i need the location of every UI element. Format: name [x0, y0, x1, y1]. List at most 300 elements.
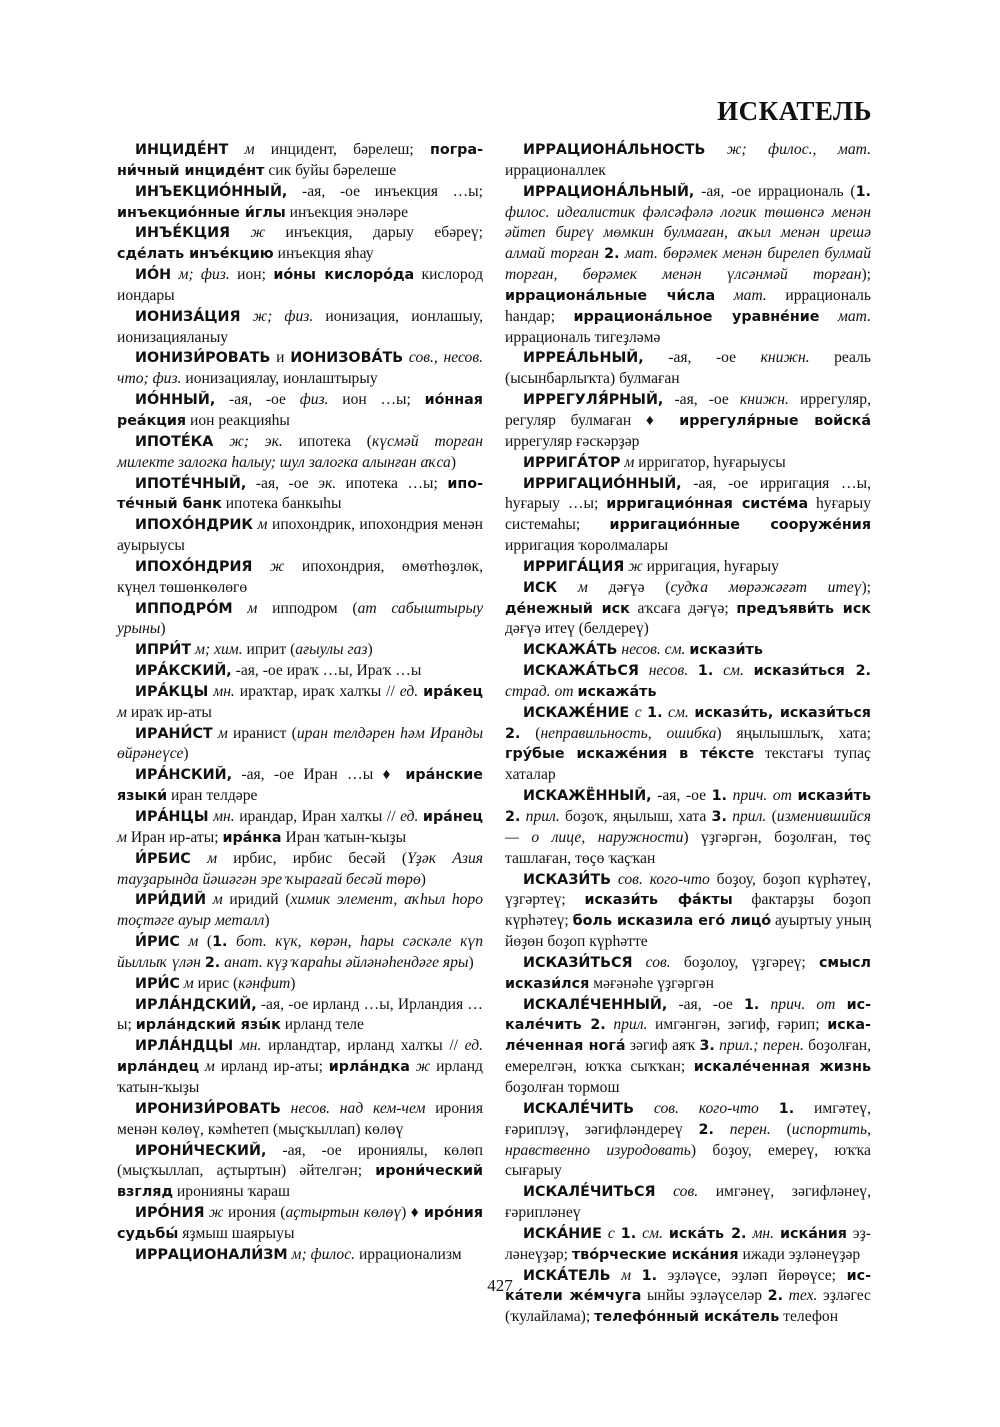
label-text: несов. см.: [617, 641, 686, 659]
definition-text: ): [183, 745, 189, 763]
label-text: м: [253, 516, 268, 534]
headword-text: искази́ться 2.: [753, 663, 871, 680]
label-text: судҡа мөрәжәғәт итеү: [670, 578, 862, 596]
headword-text: ИРИ́ДИЙ: [135, 892, 207, 909]
label-text: сов.: [632, 953, 671, 971]
label-text: эк.: [318, 474, 337, 492]
label-text: прич. от: [727, 787, 792, 805]
headword-text: ИО́ННЫЙ,: [135, 392, 216, 409]
definition-text: иррационализм: [355, 1245, 462, 1263]
headword-text: иррациона́льные чи́сла: [505, 287, 716, 304]
definition-text: яҙмыш шаярыуы: [178, 1224, 295, 1242]
label-text: испортить, нравственно изуродовать: [505, 1120, 871, 1159]
definition-text: ): [420, 870, 426, 888]
headword-text: иска́тели же́мчуга: [505, 1267, 871, 1305]
definition-text: аҡсаға дәғүә;: [629, 599, 737, 617]
dictionary-entry: [117, 995, 483, 1037]
label-text: ж: [204, 1204, 224, 1222]
dictionary-entry: [117, 140, 483, 182]
label-text: м: [610, 1266, 632, 1284]
label-text: ж: [409, 1058, 431, 1076]
headword-text: 2.: [698, 1121, 714, 1138]
headword-text: 1.: [212, 934, 228, 951]
headword-text: ИРРИГА́ЦИЯ: [523, 558, 625, 575]
definition-text: инцидент, бәрелеш;: [254, 141, 430, 158]
label-text: м: [117, 703, 127, 721]
label-text: химик элемент, аҡһыл һоро тоҫтәге ауыр металл: [117, 891, 484, 930]
definition-text: (: [766, 808, 777, 825]
definition-text: иронияны ҡараш: [173, 1183, 291, 1201]
label-text: ж: [252, 557, 285, 575]
headword-text: И́РИС: [135, 934, 180, 951]
definition-text: имгәнеү, зәгифләнеү, ғәрипләнеү: [505, 1183, 871, 1222]
label-text: сов. кого-что: [634, 1099, 759, 1117]
dictionary-entry: [117, 265, 483, 307]
headword-text: ИРА́КЦЫ: [135, 683, 209, 700]
label-text: мат.: [819, 307, 871, 325]
label-text: прил.; перен.: [714, 1037, 804, 1055]
headword-text: ИСКАЛЕ́ЧИТЬ: [523, 1100, 635, 1117]
label-text: мн.: [208, 808, 235, 825]
definition-text: сик буйы бәрелеше: [264, 161, 397, 179]
headword-text: ИРОНИ́ЧЕСКИЙ,: [135, 1142, 267, 1159]
headword-text: сде́лать инъе́кцию: [117, 246, 274, 263]
definition-text: имгәнгән, зәгиф, ғәрип;: [647, 1016, 828, 1034]
label-text: страд. от: [505, 682, 574, 700]
headword-text: искази́ть, искази́ться 2.: [505, 704, 871, 742]
label-text: см.: [636, 1224, 663, 1242]
headword-text: 2.: [604, 246, 620, 263]
definition-text: -ая, -ое: [651, 787, 712, 805]
headword-text: гру́бые искаже́ния в те́ксте: [505, 746, 755, 763]
headword-text: 1.: [778, 1100, 795, 1117]
definition-text: ирланд ҡатын-ҡыҙы: [117, 1058, 483, 1096]
headword-text: иро́ния судьбы́: [117, 1205, 483, 1242]
dictionary-entry: [505, 870, 871, 953]
headword-text: ИРИ́С: [135, 975, 180, 992]
label-text: тех.: [783, 1287, 818, 1305]
headword-text: ИРЛА́НДСКИЙ,: [135, 996, 257, 1013]
definition-text: инъекция, дарыу ебәреү;: [265, 224, 484, 242]
headword-text: ира́нец: [422, 809, 483, 825]
label-text: ж; физ.: [240, 307, 314, 325]
definition-text: дәғүә итеү (белдереү): [505, 620, 649, 638]
headword-text: 1.: [697, 663, 714, 680]
definition-text: -ая, -ое инъекция …ы;: [287, 182, 483, 200]
headword-text: искази́ть фа́кты: [584, 892, 733, 909]
headword-text: инъекцио́нные и́глы: [117, 204, 286, 221]
definition-text: (: [770, 1120, 792, 1138]
definition-text: ион реакцияһы: [186, 411, 290, 429]
headword-text: ира́нка: [222, 829, 282, 846]
definition-text: Иран ҡатын-ҡыҙы: [281, 828, 407, 846]
headword-text: ирла́ндец: [117, 1059, 200, 1076]
label-text: см.: [713, 662, 744, 680]
definition-text: -ая, -ое ирланд …ы, Ирландия …ы;: [117, 995, 483, 1034]
definition-text: -ая, -ое: [246, 474, 319, 492]
definition-text: ион …ы;: [328, 391, 425, 409]
label-text: Үҙәк Азия тауҙарында йәшәгән эре ҡырағай бесәй төрө: [117, 849, 483, 888]
label-text: м: [199, 1058, 215, 1076]
label-text: ж; филос., мат.: [705, 141, 871, 158]
label-text: м: [620, 453, 635, 471]
dictionary-entry: [117, 599, 483, 641]
definition-text: боҙолған тормош: [505, 1078, 620, 1096]
label-text: м; филос.: [287, 1245, 356, 1263]
dictionary-entry: [505, 1182, 871, 1224]
definition-text: ирандар, Иран халҡы //: [234, 808, 401, 825]
headword-text: боль исказила его́ лицо́: [572, 913, 772, 930]
headword-text: иррегуля́рные войска́: [679, 412, 871, 429]
dictionary-entry: [505, 182, 871, 349]
dictionary-entry: [505, 140, 871, 182]
headword-text: 1.: [855, 183, 871, 200]
label-text: м: [212, 724, 228, 742]
label-text: прил.: [726, 808, 767, 825]
label-text: мн.: [746, 1224, 775, 1242]
headword-text: ирригацио́нные сооруже́ния: [609, 517, 871, 534]
definition-text: ипохондрия, өмөтһөҙлөк, күңел төшөнкөлөгө: [117, 557, 483, 596]
label-text: м: [228, 141, 255, 158]
headword-text: ИРРЕА́ЛЬНЫЙ,: [523, 350, 644, 367]
headword-text: ИО́Н: [135, 267, 172, 284]
label-text: несов.: [638, 662, 689, 680]
headword-text: смысл искази́лся: [505, 954, 871, 992]
definition-text: эҙләүсе, эҙләп йөрөүсе;: [657, 1266, 847, 1284]
headword-text: ИНЦИДЕ́НТ: [135, 142, 229, 158]
headword-text: ИРРАЦИОНА́ЛЬНОСТЬ: [523, 142, 706, 158]
headword-text: 1.: [641, 1267, 658, 1284]
definition-text: Иран ир-аты;: [126, 828, 223, 846]
definition-text: ипотека (: [282, 432, 372, 450]
headword-text: ИРА́НЦЫ: [135, 809, 209, 825]
dictionary-entry: [505, 661, 871, 703]
definition-text: ирония (: [223, 1204, 286, 1222]
page-number: 427: [487, 1276, 513, 1295]
dictionary-entry: [117, 640, 483, 661]
label-text: сов.: [655, 1183, 699, 1201]
headword-text: искале́ченная жизнь: [693, 1059, 871, 1076]
headword-text: 2.: [767, 1288, 784, 1305]
definition-text: эҙләгес (ҡулайлама);: [505, 1287, 871, 1326]
definition-text: иран телдәре: [167, 787, 258, 805]
dictionary-entry: [117, 182, 483, 224]
headword-text: искале́чить 2.: [505, 996, 871, 1034]
headword-text: ИРРЕГУЛЯ́РНЫЙ,: [523, 392, 664, 409]
label-text: аҫтыртын көлөү: [285, 1204, 402, 1222]
label-text: мат. бөрәмек менән бирелеп булмай торған, бөрәмек менән үлсәнмәй торған: [505, 245, 871, 284]
headword-text: иска́ния: [780, 1225, 847, 1242]
headword-text: ИСКАЖЁННЫЙ,: [523, 788, 652, 805]
headword-text: 3.: [699, 1038, 715, 1055]
definition-text: ): [160, 620, 166, 638]
definition-text: дәғүә (: [587, 578, 671, 596]
dictionary-entry: [117, 474, 483, 516]
label-text: ат сабыштырыу урыны: [117, 599, 483, 638]
headword-text: пограни́чный инциде́нт: [117, 142, 483, 179]
label-text: кәнфит: [238, 974, 291, 992]
definition-text: ) боҙоу, емереү, юҡҡа сығарыу: [505, 1141, 871, 1180]
label-text: күсмәй торған милекте залогка һалыу; шул залогка алынған аҡса: [117, 432, 483, 471]
definition-text: эҙләнеүҙәр;: [505, 1224, 871, 1263]
headword-text: ИСКАЖА́ТЬ: [523, 642, 618, 659]
label-text: неправильность, ошибка: [540, 724, 717, 742]
headword-text: ИРА́НСКИЙ,: [135, 767, 233, 784]
definition-text: ): [264, 912, 270, 930]
headword-text: ИСКАЖА́ТЬСЯ: [523, 663, 639, 680]
definition-text: ирландтар, ирланд халҡы //: [261, 1037, 465, 1055]
dictionary-entry: [505, 640, 871, 661]
dictionary-entry: [117, 1203, 483, 1245]
label-text: м: [232, 599, 258, 617]
definition-text: телефон: [779, 1308, 839, 1326]
headword-text: 1.: [647, 704, 663, 721]
label-text: м; физ.: [171, 266, 230, 284]
definition-text: ) ♦: [401, 1204, 424, 1222]
headword-text: ИПОХО́НДРИК: [135, 517, 254, 534]
definition-text: ) үҙгәргән, боҙолған, төҫ ташлаған, төҫө ҡаҫҡан: [505, 828, 871, 867]
dictionary-entry: [505, 953, 871, 995]
label-text: м: [117, 828, 127, 846]
dictionary-entry: [117, 724, 483, 766]
definition-text: -ая, -ое: [643, 349, 761, 367]
headword-text: ИНЪЕКЦИО́ННЫЙ,: [135, 183, 288, 200]
dictionary-entry: [117, 1099, 483, 1141]
label-text: ағыулы газ: [295, 641, 368, 659]
definition-text: (: [520, 724, 541, 742]
headword-text: ИНЪЕ́КЦИЯ: [135, 225, 231, 242]
definition-text: боҙолған, емерелгән, юҡҡа сыҡҡан;: [505, 1037, 872, 1076]
headword-text: искази́ть 2.: [505, 788, 871, 825]
definition-text: -ая, -ое: [663, 391, 740, 409]
headword-text: ИППОДРО́М: [135, 600, 233, 617]
dictionary-entry: [117, 682, 483, 724]
definition-text: зәгиф аяҡ: [625, 1037, 700, 1055]
headword-text: телефо́нный иска́тель: [594, 1309, 780, 1326]
headword-text: ИСКАЖЕ́НИЕ: [523, 704, 630, 721]
definition-text: иррегуляр ғәскәрҙәр: [505, 432, 640, 450]
label-text: сов. кого-что: [610, 870, 710, 888]
definition-text: [688, 662, 698, 679]
headword-text: ира́нские языки́: [117, 767, 483, 805]
definition-text: ирония менән көлөү, кәмһетеп (мыҫҡыллап) көлөү: [117, 1099, 483, 1138]
headword-text: ИРА́КСКИЙ,: [135, 663, 232, 680]
dictionary-entry: [117, 890, 483, 932]
definition-text: -ая, -ое ирониялы, көлөп (мыҫҡыллап, аҫтыртын) әйтелгән;: [117, 1141, 483, 1180]
dictionary-entry: [505, 995, 871, 1099]
dictionary-entry: [117, 223, 483, 265]
label-text: книжн.: [760, 349, 810, 367]
headword-text: ИСКАЗИ́ТЬСЯ: [523, 954, 633, 971]
definition-text: ): [367, 641, 373, 659]
headword-text: ИОНИЗИ́РОВАТЬ: [135, 350, 271, 367]
headword-text: ИСКАЛЕ́ЧЕННЫЙ,: [523, 996, 668, 1013]
dictionary-entry: [117, 849, 483, 891]
dictionary-entry: [505, 557, 871, 578]
headword-text: 3.: [711, 809, 727, 825]
dictionary-entry: [117, 348, 483, 390]
definition-text: иранист (: [227, 724, 297, 742]
label-text: ед.: [464, 1037, 483, 1055]
label-text: м: [190, 849, 218, 867]
definition-text: боҙоҡ, яңылыш, хата: [559, 808, 712, 825]
headword-text: ИРАНИ́СТ: [135, 725, 213, 742]
definition-text: -ая, -ое ирригация …ы, һуғарыу …ы;: [505, 474, 871, 513]
definition-text: ирригация, һуғарыу: [642, 557, 779, 575]
definition-text: (: [198, 933, 213, 951]
dictionary-entry: [505, 390, 871, 453]
headword-text: тво́рческие иска́ния: [571, 1246, 739, 1263]
headword-text: ИПОТЕ́КА: [135, 433, 214, 450]
headword-text: ира́кец: [423, 683, 483, 700]
headword-text: предъяви́ть иск: [736, 600, 871, 617]
headword-text: искази́ть: [689, 642, 763, 659]
dictionary-entry: [505, 786, 871, 869]
headword-text: ИРЛА́НДЦЫ: [135, 1038, 234, 1055]
dictionary-entry: [505, 1224, 871, 1266]
label-text: ж: [230, 224, 266, 242]
headword-text: ирла́ндка: [328, 1059, 410, 1076]
definition-text: иприт (: [242, 641, 296, 659]
label-text: иран телдәрен һәм Иранды өйрәнеүсе: [117, 724, 484, 763]
headword-text: ИРОНИЗИ́РОВАТЬ: [135, 1100, 281, 1117]
label-text: перен.: [713, 1120, 771, 1138]
running-head: ИСКАТЕЛЬ: [717, 96, 872, 126]
headword-text: ИПРИ́Т: [135, 642, 192, 659]
label-text: книжн.: [739, 391, 789, 409]
definition-text: -ая, -ое иррациональ (: [694, 182, 856, 200]
headword-text: ио́ны кислоро́да: [273, 267, 415, 284]
dictionary-entry: [505, 453, 871, 474]
definition-text: ирригация ҡоролмалары: [505, 537, 669, 555]
headword-text: де́нежный иск: [505, 600, 630, 617]
label-text: с: [629, 703, 642, 721]
label-text: м: [179, 974, 194, 992]
label-text: м: [206, 891, 223, 909]
label-text: изменившийся — о лице, наружности: [505, 808, 871, 846]
label-text: анат. күҙ ҡараһы әйләнәһендәге яры: [220, 953, 469, 971]
headword-text: ИРРАЦИОНАЛИ́ЗМ: [135, 1246, 288, 1263]
label-text: с: [601, 1224, 615, 1242]
label-text: прич. от: [759, 995, 836, 1013]
headword-text: иска́ть 2.: [668, 1225, 747, 1242]
dictionary-entry: [505, 1099, 871, 1182]
headword-text: ИОНИЗОВА́ТЬ: [290, 350, 404, 367]
headword-text: ИСКАЗИ́ТЬ: [523, 871, 611, 888]
dictionary-entry: [117, 557, 483, 599]
dictionary-entry: [117, 974, 483, 995]
label-text: сов., несов. что; физ.: [117, 349, 483, 388]
definition-text: );: [861, 266, 871, 284]
definition-text: кислород иондары: [117, 266, 484, 304]
headword-text: ирони́ческий взгляд: [117, 1163, 483, 1201]
headword-text: ИОНИЗА́ЦИЯ: [135, 308, 241, 325]
label-text: прил.: [605, 1016, 648, 1034]
definition-text: иррационаллек: [505, 161, 606, 179]
label-text: филос. идеалистик фәлсәфәлә логик төшөнсә менән әйтеп биреү мөмкин булмаған, аҡыл менән ирешә алмай торған: [505, 203, 871, 263]
definition-text: -ая, -ое Иран …ы ♦: [232, 766, 406, 784]
headword-text: И́РБИС: [135, 850, 191, 867]
headword-text: ИРО́НИЯ: [135, 1205, 205, 1222]
definition-text: ирланд ир-аты;: [214, 1058, 329, 1076]
definition-text: ипотека банкыһы: [221, 495, 342, 513]
headword-text: искажа́ть: [577, 683, 657, 700]
headword-text: искале́ченная нога́: [505, 1017, 871, 1055]
dictionary-entry: [117, 432, 483, 474]
label-text: ед.: [400, 808, 419, 825]
right-column: [505, 140, 871, 1328]
headword-text: ИРРАЦИОНА́ЛЬНЫЙ,: [523, 183, 695, 200]
dictionary-entry: [117, 1141, 483, 1204]
headword-text: 1.: [711, 788, 727, 805]
dictionary-entry: [505, 348, 871, 390]
headword-text: ипоте́чный банк: [117, 475, 483, 513]
dictionary-entry: [117, 807, 483, 849]
label-text: ж: [624, 557, 643, 575]
label-text: ж; эк.: [213, 432, 283, 450]
dictionary-entry: [117, 390, 483, 432]
definition-text: ираҡ ир-аты: [126, 703, 212, 721]
dictionary-entry: [117, 661, 483, 682]
headword-text: 2.: [204, 954, 221, 971]
definition-text: -ая, -ое: [667, 995, 744, 1013]
headword-text: ирригацио́нная систе́ма: [606, 496, 809, 513]
label-text: мат.: [715, 286, 767, 304]
label-text: м; хим.: [191, 641, 243, 659]
headword-text: ИРРИГА́ТОР: [523, 454, 621, 471]
definition-text: иррациональ тигеҙләмә: [505, 328, 661, 346]
definition-text: -ая, -ое: [215, 391, 300, 409]
definition-text: мәғәнәһе үҙгәргән: [589, 974, 714, 992]
left-column: [117, 140, 483, 1266]
headword-text: ИПОХО́НДРИЯ: [135, 558, 253, 575]
label-text: несов. над кем-чем: [280, 1099, 426, 1117]
label-text: физ.: [299, 391, 329, 409]
headword-text: ИСКА́НИЕ: [523, 1225, 602, 1242]
dictionary-entry: [505, 1266, 871, 1329]
dictionary-entry: [117, 932, 483, 974]
definition-text: ): [290, 974, 296, 992]
label-text: мн.: [208, 682, 235, 700]
definition-text: текстағы тупаҫ хаталар: [505, 745, 871, 784]
definition-text: ): [468, 953, 474, 971]
dictionary-entry: [117, 515, 483, 557]
dictionary-entry: [505, 474, 871, 557]
definition-text: -ая, -ое ираҡ …ы, Ираҡ …ы: [231, 662, 422, 680]
definition-text: ирланд теле: [280, 1016, 364, 1034]
label-text: м: [557, 578, 588, 596]
definition-text: и: [270, 349, 291, 367]
definition-text: фактарҙы боҙоп күрһәтеү;: [505, 891, 871, 930]
label-text: бот. күк, көрән, һары сәскәле күп йыллыҡ үлән: [117, 933, 483, 971]
label-text: м: [179, 933, 199, 951]
definition-text: имгәтеү, ғәриплэү, зәгифләндереү: [505, 1099, 871, 1138]
definition-text: ): [450, 453, 457, 471]
definition-text: боҙолоу, үҙгәреү;: [670, 953, 819, 971]
definition-text: ионизациялау, ионлаштырыу: [181, 370, 378, 388]
dictionary-entry: [505, 578, 871, 641]
dictionary-entry: [117, 1036, 483, 1099]
definition-text: [744, 662, 754, 679]
definition-text: реаль (ысынбарлыҡта) булмаған: [505, 349, 871, 388]
headword-text: ИСКА́ТЕЛЬ: [523, 1267, 611, 1284]
headword-text: ирла́ндский язы́к: [135, 1017, 281, 1034]
definition-text: ижади эҙләнеүҙәр: [738, 1245, 861, 1263]
definition-text: ) яңылышлыҡ, хата;: [716, 724, 872, 742]
headword-text: ИСКАЛЕ́ЧИТЬСЯ: [523, 1184, 656, 1201]
headword-text: ИРРИГАЦИО́ННЫЙ,: [523, 475, 682, 492]
definition-text: инъекция яһау: [273, 245, 374, 263]
